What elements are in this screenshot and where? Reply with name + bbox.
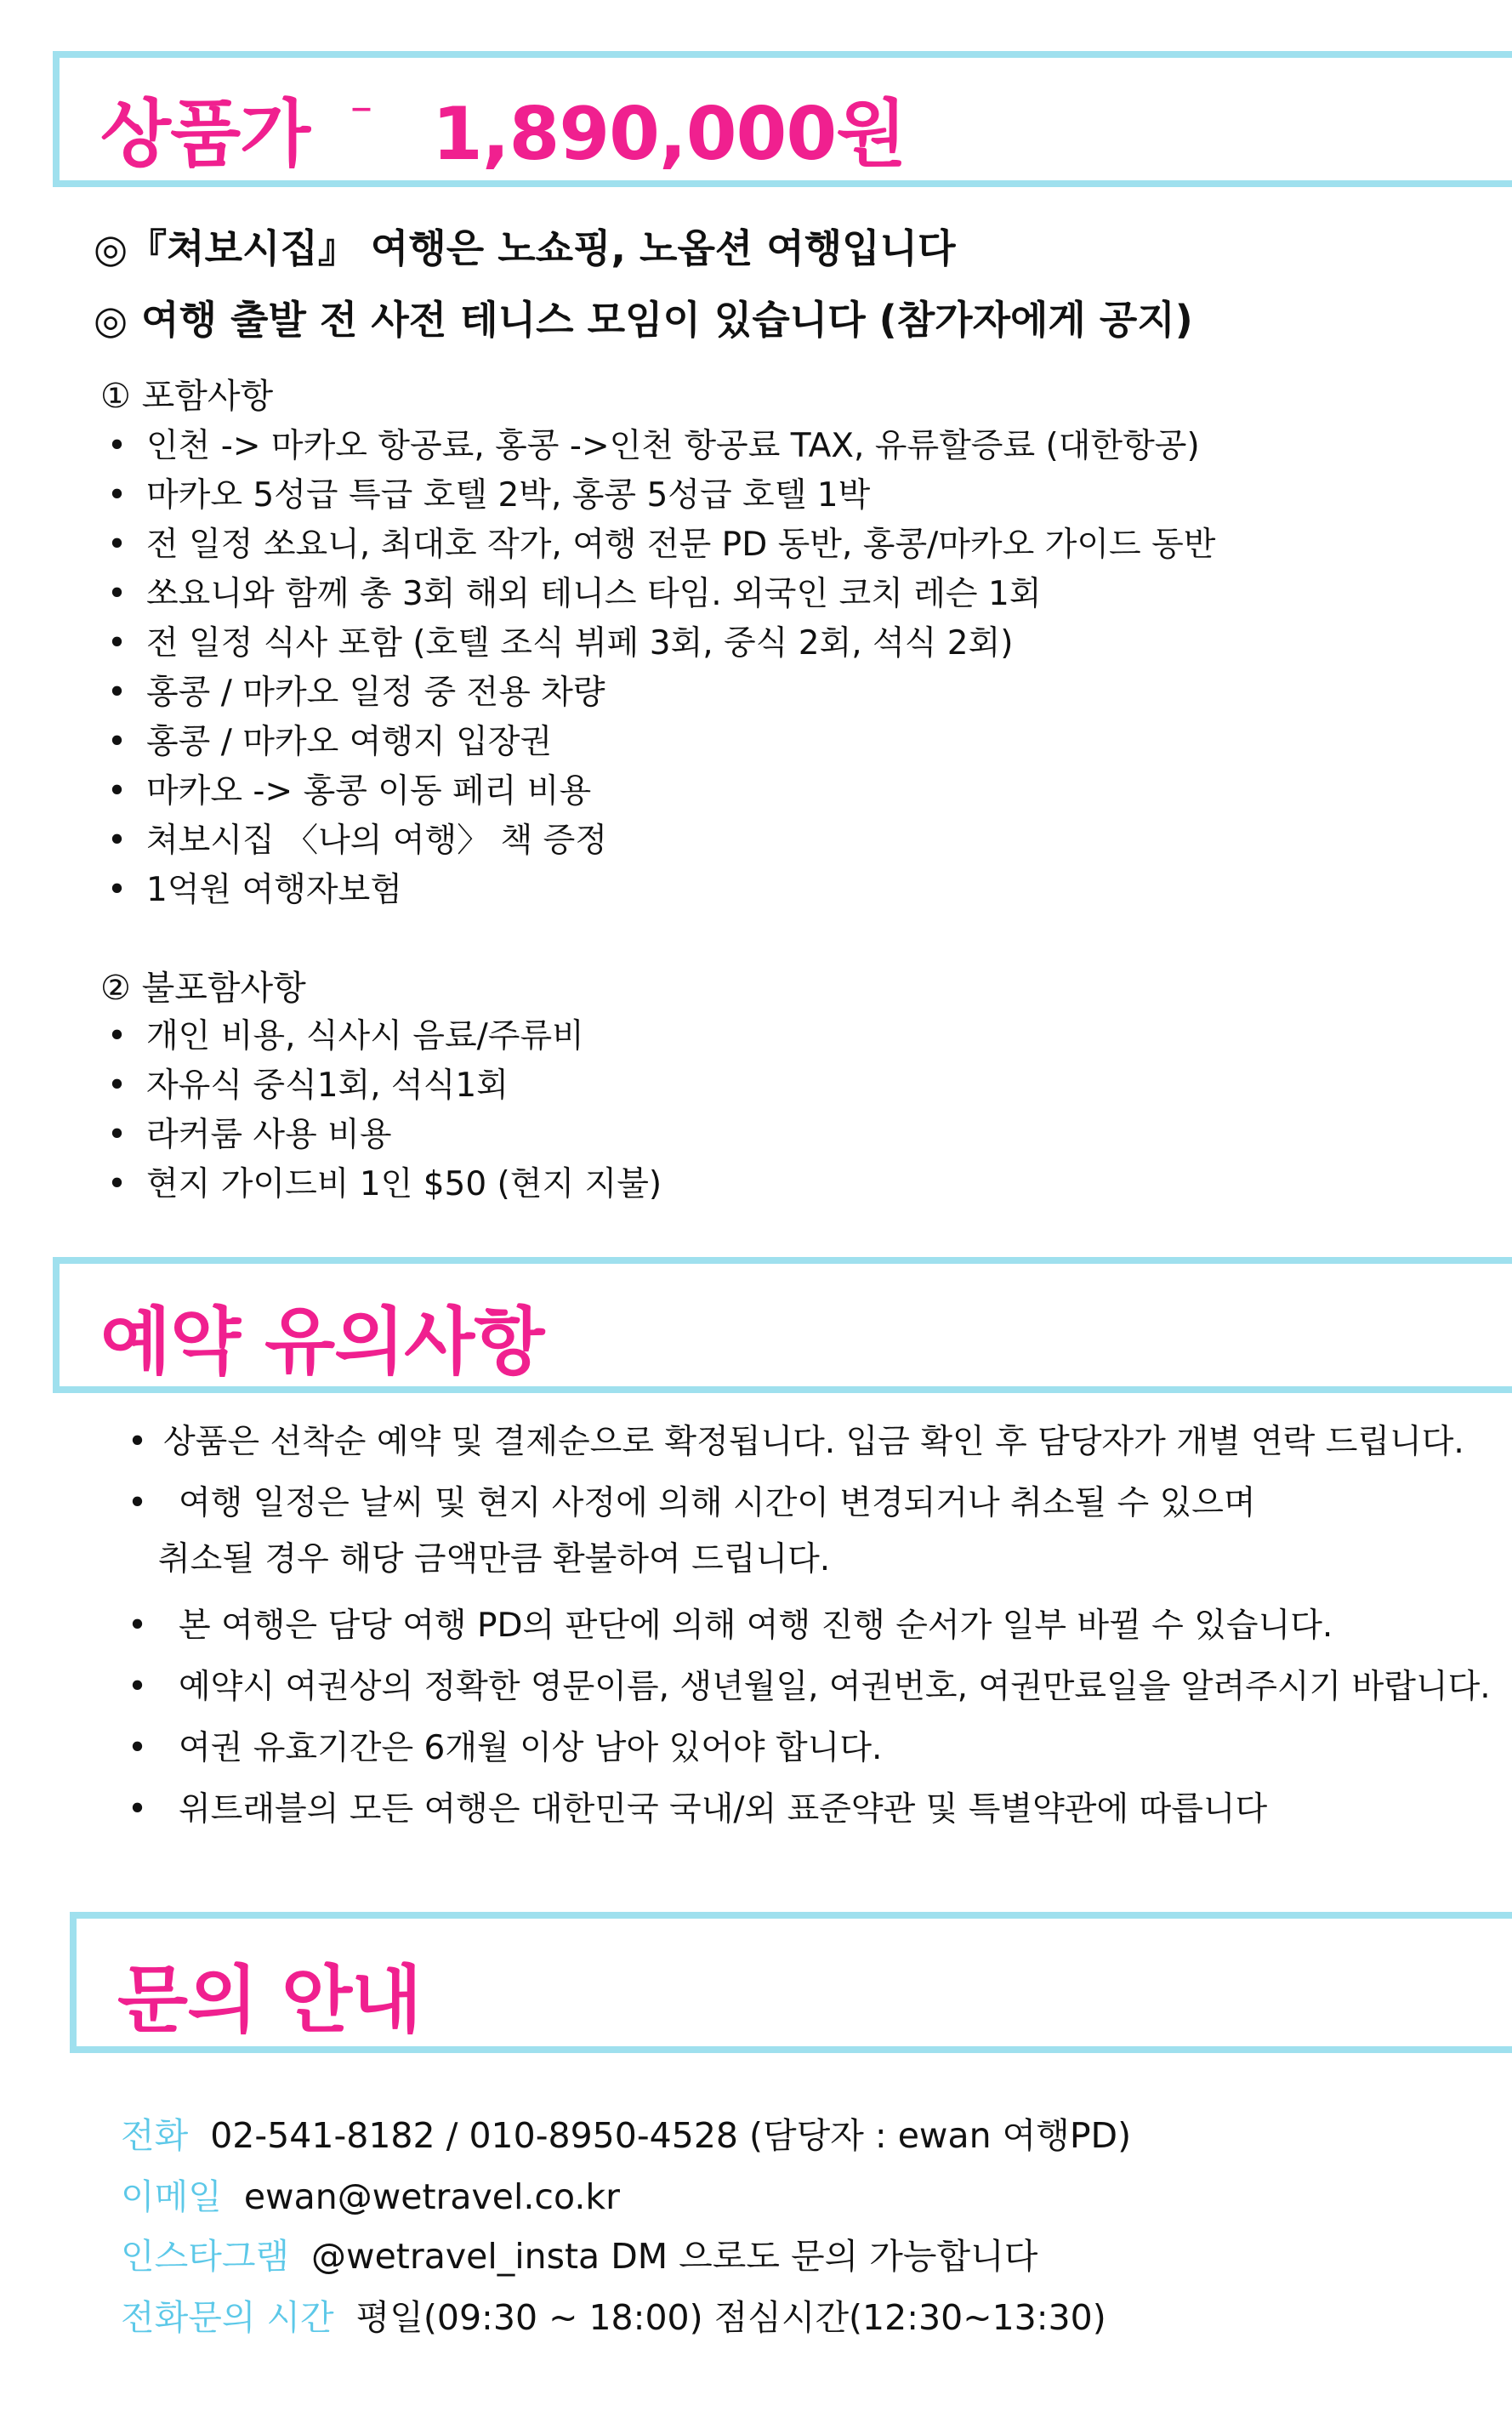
bullet: • bbox=[128, 1423, 148, 1461]
list-item bbox=[107, 422, 1215, 471]
inquiry-title: 문의 안내 bbox=[117, 1958, 422, 2043]
instagram-value[interactable]: @wetravel_insta DM 으로도 문의 가능합니다 bbox=[311, 2236, 1038, 2277]
bullet: • bbox=[107, 575, 128, 613]
list-item-text: 여행 일정은 날씨 및 현지 사정에 의해 시간이 변경되거나 취소될 수 있으며 bbox=[179, 1484, 1256, 1522]
price-value: 1,890,000원 bbox=[432, 92, 907, 177]
bullet: • bbox=[107, 526, 128, 564]
list-item-text: 상품은 선착순 예약 및 결제순으로 확정됩니다. 입금 확인 후 담당자가 개별 연락 드립니다. bbox=[163, 1423, 1464, 1461]
notice-tennis-meeting: ◎ 여행 출발 전 사전 테니스 모임이 있습니다 (참가자에게 공지) bbox=[94, 297, 1193, 343]
list-item bbox=[107, 718, 1215, 767]
price-label: 상품가 bbox=[100, 92, 310, 177]
list-item-text: 인천 -> 마카오 항공료, 홍콩 ->인천 항공료 TAX, 유류할증료 (대한항공) bbox=[146, 427, 1200, 465]
excluded-list bbox=[107, 1012, 662, 1209]
reservation-title: 예약 유의사항 bbox=[100, 1300, 544, 1385]
bullet: • bbox=[107, 674, 128, 712]
excluded-title: ② 불포함사항 bbox=[100, 969, 306, 1008]
list-item bbox=[107, 668, 1215, 718]
list-item bbox=[128, 1595, 1491, 1657]
bullet: • bbox=[107, 1017, 128, 1055]
bullet: • bbox=[107, 427, 128, 465]
list-item-text: 홍콩 / 마카오 여행지 입장권 bbox=[146, 723, 553, 761]
phone-label: 전화 bbox=[121, 2115, 189, 2156]
list-item bbox=[107, 816, 1215, 866]
bullet: • bbox=[107, 723, 128, 761]
list-item-text: 쏘요니와 함께 총 3회 해외 테니스 타임. 외국인 코치 레슨 1회 bbox=[146, 575, 1042, 613]
bullet: • bbox=[128, 1790, 148, 1829]
hours-value: 평일(09:30 ~ 18:00) 점심시간(12:30~13:30) bbox=[355, 2297, 1106, 2338]
bullet: • bbox=[107, 822, 128, 860]
included-list bbox=[107, 422, 1215, 915]
list-item bbox=[107, 1111, 662, 1160]
bullet: • bbox=[128, 1607, 148, 1645]
list-item bbox=[107, 866, 1215, 915]
list-item-text: 개인 비용, 식사시 음료/주류비 bbox=[146, 1017, 584, 1055]
email-value[interactable]: ewan@wetravel.co.kr bbox=[243, 2176, 620, 2217]
hours-label: 전화문의 시간 bbox=[121, 2297, 334, 2338]
contact-hours-row bbox=[121, 2289, 1106, 2340]
list-item bbox=[128, 1779, 1491, 1840]
bullet: • bbox=[107, 1116, 128, 1154]
list-item bbox=[107, 767, 1215, 816]
reservation-list bbox=[128, 1412, 1491, 1840]
bullet: • bbox=[107, 624, 128, 663]
list-item bbox=[107, 471, 1215, 520]
bullet: • bbox=[107, 476, 128, 515]
list-item-text: 예약시 여권상의 정확한 영문이름, 생년월일, 여권번호, 여권만료일을 알려주시기 바랍니다. bbox=[179, 1668, 1491, 1706]
list-item-text: 마카오 -> 홍콩 이동 페리 비용 bbox=[146, 772, 592, 811]
instagram-label: 인스타그램 bbox=[121, 2236, 290, 2277]
list-item bbox=[107, 1061, 662, 1111]
contact-instagram-row bbox=[121, 2228, 1037, 2278]
list-item-text: 쳐보시집 〈나의 여행〉 책 증정 bbox=[146, 822, 608, 860]
email-label: 이메일 bbox=[121, 2176, 222, 2217]
included-title: ① 포함사항 bbox=[100, 377, 274, 416]
list-item bbox=[107, 520, 1215, 570]
list-item bbox=[128, 1718, 1491, 1779]
list-item bbox=[107, 1160, 662, 1209]
price-dash: – bbox=[350, 82, 372, 133]
bullet: • bbox=[107, 871, 128, 909]
list-item-text: 전 일정 쏘요니, 최대호 작가, 여행 전문 PD 동반, 홍콩/마카오 가이드 동반 bbox=[146, 526, 1216, 564]
notice-no-shopping: ◎『쳐보시집』 여행은 노쇼핑, 노옵션 여행입니다 bbox=[94, 225, 956, 271]
list-item-text: 현지 가이드비 1인 $50 (현지 지불) bbox=[146, 1165, 662, 1203]
list-item bbox=[128, 1657, 1491, 1718]
list-item bbox=[107, 1012, 662, 1061]
phone-value[interactable]: 02-541-8182 / 010-8950-4528 (담당자 : ewan 여행PD) bbox=[210, 2115, 1132, 2156]
list-item-text: 1억원 여행자보험 bbox=[146, 871, 402, 909]
contact-email-row bbox=[121, 2169, 620, 2219]
list-item-text: 마카오 5성급 특급 호텔 2박, 홍콩 5성급 호텔 1박 bbox=[146, 476, 871, 515]
list-item-text: 위트래블의 모든 여행은 대한민국 국내/외 표준약관 및 특별약관에 따릅니다 bbox=[179, 1790, 1268, 1829]
list-item-text: 자유식 중식1회, 석식1회 bbox=[146, 1066, 509, 1105]
bullet: • bbox=[107, 1165, 128, 1203]
list-item-text: 라커룸 사용 비용 bbox=[146, 1116, 392, 1154]
list-item-text: 홍콩 / 마카오 일정 중 전용 차량 bbox=[146, 674, 605, 712]
list-item bbox=[128, 1412, 1491, 1473]
contact-phone-row bbox=[121, 2107, 1131, 2158]
list-item-text: 여권 유효기간은 6개월 이상 남아 있어야 합니다. bbox=[179, 1729, 883, 1767]
list-item bbox=[107, 619, 1215, 668]
list-item-continuation: 취소될 경우 해당 금액만큼 환불하여 드립니다. bbox=[158, 1540, 831, 1578]
bullet: • bbox=[128, 1729, 148, 1767]
bullet: • bbox=[107, 772, 128, 811]
bullet: • bbox=[128, 1668, 148, 1706]
list-item bbox=[107, 570, 1215, 619]
list-item-text: 본 여행은 담당 여행 PD의 판단에 의해 여행 진행 순서가 일부 바뀔 수 있습니다. bbox=[179, 1607, 1333, 1645]
bullet: • bbox=[107, 1066, 128, 1105]
list-item bbox=[128, 1473, 1491, 1595]
bullet: • bbox=[128, 1484, 148, 1522]
list-item-text: 전 일정 식사 포함 (호텔 조식 뷔페 3회, 중식 2회, 석식 2회) bbox=[146, 624, 1014, 663]
